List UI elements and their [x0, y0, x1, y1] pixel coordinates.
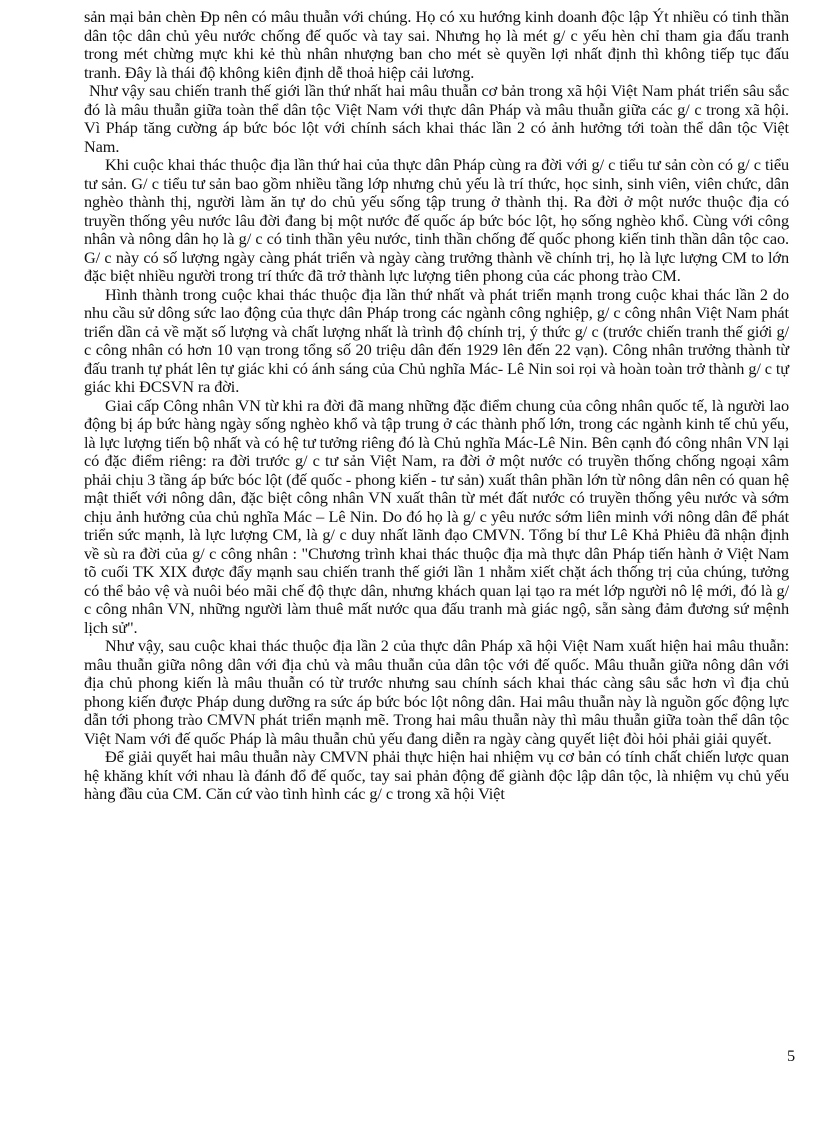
paragraph-3: Khi cuộc khai thác thuộc địa lần thứ hai của thực dân Pháp cùng ra đời với g/ c tiểu tư sản còn có g/ c tiểu tư sản. G/ c tiểu tư sản bao gồm nhiều tầng lớp nhưng chủ yếu là trí thức, học sinh, sinh viên, viên chức, dân nghèo thành thị, người làm ăn tự do chủ yếu sống tập trung ở thành thị. Ra đời ở một nước thuộc địa có truyền thống yêu nước lâu đời đang bị một nước đế quốc áp bức bóc lột, họ sống nghèo khổ. Cùng với công nhân và nông dân họ là g/ c có tinh thần yêu nước, tinh thần chống đế quốc phong kiến tinh thần dân tộc cao. G/ c này có số lượng ngày càng phát triển và ngày càng trưởng thành về chính trị, họ là lực lượng CM to lớn đặc biệt nhiều người trong trí thức đã trở thành lực lượng tiên phong của các phong trào CM. — [84, 155, 789, 285]
paragraph-4: Hình thành trong cuộc khai thác thuộc địa lần thứ nhất và phát triển mạnh trong cuộc khai thác lần 2 do nhu cầu sử dông sức lao động của thực dân Pháp trong các ngành công nghiệp, g/ c công nhân Việt Nam phát triển dần cả về mặt số lượng và chất lượng nhất là trình độ chính trị, ý thức g/ c (trước chiến tranh thế giới g/ c công nhân có hơn 10 vạn trong tổng số 20 triệu dân đến 1929 lên đến 22 vạn). Công nhân trưởng thành từ đấu tranh tự phát lên tự giác khi có ánh sáng của Chủ nghĩa Mác- Lê Nin soi rọi và hoàn toàn trở thành g/ c tự giác khi ĐCSVN ra đời. — [84, 284, 789, 396]
page-body — [84, 8, 789, 804]
paragraph-5: Giai cấp Công nhân VN từ khi ra đời đã mang những đặc điểm chung của công nhân quốc tế, là người lao động bị áp bức hàng ngày sống nghèo khổ và tập trung ở các thành phố lớn, trong các ngành kinh tế chủ yếu, là lực lượng tiến bộ nhất và có hệ tư tưởng riêng đó là Chủ nghĩa Mác-Lê Nin. Bên cạnh đó công nhân VN lại có đặc điểm riêng: ra đời trước g/ c tư sản Việt Nam, ra đời ở một nước có truyền thống chống ngoại xâm phải chịu 3 tầng áp bức bóc lột (đế quốc - phong kiến - tư sản) xuất thân phần lớn từ nông dân nên có quan hệ mật thiết với nông dân, đặc biệt công nhân VN xuất thân từ mét đất nước có truyền thống yêu nước và sớm chịu ảnh hưởng của chủ nghĩa Mác – Lê Nin. Do đó họ là g/ c yêu nước sớm liên minh với nông dân để phát triển sức mạnh, là lực lượng CM, là g/ c duy nhất lãnh đạo CMVN. Tổng bí thư Lê Khả Phiêu đã nhận định về sù ra đời của g/ c công nhân : "Chương trình khai thác thuộc địa mà thực dân Pháp tiến hành ở Việt Nam tõ cuối TK XIX được đẩy mạnh sau chiến tranh thế giới lần 1 nhằm xiết chặt ách thống trị của chúng, tưởng có thể bảo vệ và nuôi béo mãi chế độ thực dân, nhưng khách quan lại tạo ra mét lớp người nô lệ mới, đó là g/ c công nhân VN, những người làm thuê mất nước qua đấu tranh mà giác ngộ, sẵn sàng đảm đương sứ mệnh lịch sử". — [84, 395, 789, 637]
paragraph-7: Để giải quyết hai mâu thuẫn này CMVN phải thực hiện hai nhiệm vụ cơ bản có tính chất chiến lược quan hệ khăng khít với nhau là đánh đổ đế quốc, tay sai phản động để giành độc lập dân tộc, là nhiệm vụ chủ yếu hàng đầu của CM. Căn cứ vào tình hình các g/ c trong xã hội Việt — [84, 747, 789, 803]
paragraph-1: sản mại bản chèn Ðp nên có mâu thuẫn với chúng. Họ có xu hướng kinh doanh độc lập Ýt nhiều có tinh thần dân tộc dân chủ yêu nước chống đế quốc và tay sai. Nhưng họ là mét g/ c yếu hèn chỉ tham gia đấu tranh trong mét chừng mực khi kẻ thù nhân nhượng ban cho mét sè quyền lợi nhất định thì không tiếp tục đấu tranh. Đây là thái độ không kiên định dễ thoả hiệp cải lương. — [84, 7, 789, 82]
paragraph-2: Như vậy sau chiến tranh thế giới lần thứ nhất hai mâu thuẫn cơ bản trong xã hội Việt Nam phát triển sâu sắc đó là mâu thuẫn giữa toàn thể dân tộc Việt Nam với thực dân Pháp và mâu thuẫn giữa các g/ c trong xã hội. Vì Pháp tăng cường áp bức bóc lột với chính sách khai thác lần 2 có ảnh hưởng tới toàn thể dân tộc Việt Nam. — [84, 81, 789, 156]
paragraph-6: Như vậy, sau cuộc khai thác thuộc địa lần 2 của thực dân Pháp xã hội Việt Nam xuất hiện hai mâu thuẫn: mâu thuẫn giữa nông dân với địa chủ và mâu thuẫn của dân tộc với đế quốc. Mâu thuẫn giữa nông dân với địa chủ phong kiến là mâu thuẫn có từ trước nhưng sau chính sách khai thác càng sâu sắc hơn vì địa chủ phong kiến được Pháp dung dưỡng ra sức áp bức bóc lột nông dân. Hai mâu thuẫn này là nguồn gốc động lực dẫn tới phong trào CMVN phát triển mạnh mẽ. Trong hai mâu thuẫn này thì mâu thuẫn giữa toàn thể dân tộc Việt Nam với đế quốc Pháp là mâu thuẫn chủ yếu đang diễn ra ngày càng quyết liệt đòi hỏi phải giải quyết. — [84, 636, 789, 748]
page-number: 5 — [787, 1046, 796, 1065]
